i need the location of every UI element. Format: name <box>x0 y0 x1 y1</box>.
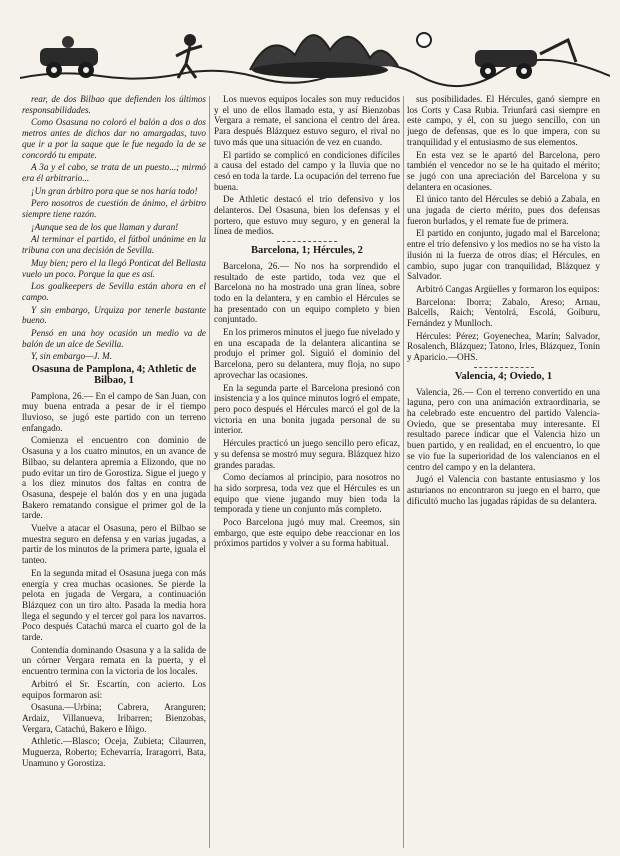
column-divider <box>209 96 210 848</box>
paragraph: Vuelve a atacar el Osasuna, pero el Bilbao se muestra seguro en defensa y en varias jugadas, a partir de los minutos de la primera parte, iguala el tanteo. <box>22 523 206 566</box>
paragraph: En esta vez se le apartó del Barcelona, pero también el vencedor no se le ha quitado el mérito; se jugó con una apreciación del Barcelona y su delantera en ocasiones. <box>407 149 600 192</box>
paragraph: En la segunda parte el Barcelona presionó con insistencia y a los quince minutos logró el empate, pero poco después el Hércules marcó el gol de la victoria en una bonita jugada personal de su interior. <box>214 382 400 436</box>
paragraph: ¡Un gran árbitro pora que se nos haría todo! <box>31 185 198 196</box>
crowd-icon <box>250 35 398 78</box>
paragraph: Comienza el encuentro con dominio de Osasuna y a los cuatro minutos, en un avance de Bilbao, su delantera apremia a Elizondo, que no pudo evitar un tiro de Gorostiza. Sigue el juego y a los diez minutos dos faltas en contra de Osasuna, despeje el balón dos y en una jugada Bakero rematando consigue el primer gol de la tarde. <box>22 435 206 521</box>
article-column-2 <box>214 94 400 852</box>
paragraph: Pero nosotros de cuestión de ánimo, el árbitro siempre tiene razón. <box>22 198 206 220</box>
paragraph: Pensó en una hoy ocasión un medio va de balón de un alce de Sevilla. <box>22 328 206 349</box>
article-column-1 <box>22 94 206 852</box>
paragraph: Valencia, 26.— Con el terreno convertido en una laguna, pero con una animación extraordinaria, se ha celebrado este encuentro del partido Valencia-Oviedo, que se presentaba muy interesante. El resultado parece indicar que el Valencia hizo un buen partido, y en realidad, en el encuentro, lo que se vio fue la superioridad de los valencianos en el centro del campo y en la delantera. <box>407 386 600 472</box>
paragraph: Muy bien; pero el la llegó Ponticat del Bellasta vuelo un poco. Porque la que es así. <box>22 257 206 279</box>
paragraph: El partido se complicó en condiciones difíciles a causa del estado del campo y la lluvia que no cesó en toda la tarde. La ocupación del terreno fue buena. <box>214 149 400 192</box>
car-right-icon <box>475 40 576 79</box>
paragraph: Pamplona, 26.— En el campo de San Juan, con muy buena entrada a pesar de ir el tiempo lluvioso, se jugó este partido con un terreno enfangado. <box>22 390 206 433</box>
section-divider <box>277 241 337 242</box>
paragraph: Como Osasuna no coloró el balón a dos o dos metros antes de dichos dar no amargadas, tuvo que ir a por la saque que le fue negado la de se concordó tu empate. <box>22 117 206 160</box>
paragraph: sus posibilidades. El Hércules, ganó siempre en los Corts y Casa Rubia. Triunfará casi siempre en este campo, y él, con su juego sencillo, con un juego de defensas, que es lo que impera, con su tranquilidad y el entusiasmo de sus elementos. <box>407 94 600 147</box>
column-divider <box>403 96 404 848</box>
paragraph: Como decíamos al principio, para nosotros no ha sido sorpresa, toda vez que el Hércules es un equipo que viene jugando muy bien toda la temporada y tiene un conjunto más completo. <box>214 472 400 515</box>
paragraph: Contendía dominando Osasuna y a la salida de un córner Vergara remata en la puerta, y el encuentro termina con la victoria de los locales. <box>22 644 206 677</box>
match-heading: Barcelona, 1; Hércules, 2 <box>251 245 363 257</box>
match-heading: Osasuna de Pamplona, 4; Athletic de Bilbao, 1 <box>31 364 197 386</box>
paragraph: En los primeros minutos el juego fue nivelado y en una escapada de la delantera alicantina se produjo el primer gol. Siguió el dominio del Barcelona, pero su delantera, muy floja, no supo aprovechar las ocasiones. <box>214 327 400 380</box>
paragraph: Athletic.—Blasco; Oceja, Zubieta; Cilaurren, Muguerza, Roberto; Echevarría, Iraragorri, Bata, Unamuno y Gorostiza. <box>22 736 206 768</box>
paragraph: Poco Barcelona jugó muy mal. Creemos, sin embargo, que este equipo debe reaccionar en los próximos partidos y volver a su forma habitual. <box>214 517 400 549</box>
article-column-3 <box>407 94 600 852</box>
paragraph: Osasuna.—Urbina; Cabrera, Aranguren; Ardaiz, Villanueva, Iribarren; Bienzobas, Vergara, Catachú, Bakero e Iñigo. <box>22 702 206 734</box>
paragraph: El partido en conjunto, jugado mal el Barcelona; entre el trío defensivo y los medios no se ha visto la ilusión ni la fuerza de otros días; el Hércules, en cambio, supo jugar con tranquilidad, Blázquez y Salvador. <box>407 228 600 282</box>
paragraph: De Athletic destacó el trío defensivo y los delanteros. Del Osasuna, bien los defensas y el portero, que estuvo muy seguro, y en general la línea de medios. <box>214 194 400 237</box>
paragraph: Hércules practicó un juego sencillo pero eficaz, y su defensa se mostró muy segura. Blázquez hizo grandes paradas. <box>214 438 400 470</box>
paragraph: Barcelona: Iborra; Zabalo, Areso; Arnau, Balcells, Raich; Ventolrá, Escolá, Goiburu, Fernández y Munlloch. <box>407 296 600 329</box>
car-left-icon <box>40 36 98 78</box>
match-heading: Valencia, 4; Oviedo, 1 <box>454 370 553 382</box>
paragraph: Arbitró Cangas Argüelles y formaron los equipos: <box>416 283 600 294</box>
paragraph: En la segunda mitad el Osasuna juega con más energía y crea muchas ocasiones. Se pierde la pelota en jugada de Vergara, a continuación Blázquez con un tiro alto. Pasada la media hora llega el segundo y el tercer gol para los navarros. Poco después Catachú marca el cuarto gol de la tarde. <box>22 567 206 643</box>
paragraph: Hércules: Pérez; Goyenechea, Marín; Salvador, Rosalench, Blázquez; Tatono, Irles, Blázquez, Tonín y Aparicio.—OHS. <box>407 330 600 363</box>
paragraph: Y sin embargo, Urquiza por tenerle bastante bueno. <box>22 304 206 326</box>
paragraph: Barcelona, 26.— No nos ha sorprendido el resultado de este partido, toda vez que el Barcelona no ha mostrado una gran línea, sobre todo en la delantera, y en cambio el Hércules se ha presentado con un equipo completo y bien conjuntado. <box>214 260 400 325</box>
paragraph: Los nuevos equipos locales son muy reducidos y el uno de ellos llamado esta, y así Bienzobas Vergara a remate, el sanciona el centro del área. Para después Blázquez estuvo seguro, el rival no tuvo más que una situación de vez en cuando. <box>214 94 400 147</box>
paragraph: ¡Aunque sea de los que llaman y duran! <box>31 221 179 232</box>
paragraph: Arbitró el Sr. Escartín, con acierto. Los equipos formaron así: <box>22 678 206 700</box>
paragraph: Al terminar el partido, el fútbol unánime en la tribuna con una decisión de Sevilla. <box>22 234 206 256</box>
paragraph: Los goalkeepers de Sevilla están ahora en el campo. <box>22 281 206 302</box>
header-illustration <box>20 0 610 104</box>
paragraph: A 3a y el cabo, se trata de un puesto...; mirmó era él arbitrario... <box>22 162 206 183</box>
paragraph: rear, de dos Bilbao que defienden los últimos responsabilidades. <box>22 94 206 115</box>
ball-icon <box>417 33 431 47</box>
paragraph: El único tanto del Hércules se debió a Zabala, en una jugada de cierto mérito, pues dos defensas fueron burlados, y el remate fue de primera. <box>407 194 600 226</box>
section-divider <box>474 367 534 368</box>
paragraph: Jugó el Valencia con bastante entusiasmo y los asturianos no encontraron su juego en el barro, que dificultó mucho las jugadas rápidas de su delantera. <box>407 474 600 506</box>
signature: Y, sin embargo—J. M. <box>31 351 112 362</box>
